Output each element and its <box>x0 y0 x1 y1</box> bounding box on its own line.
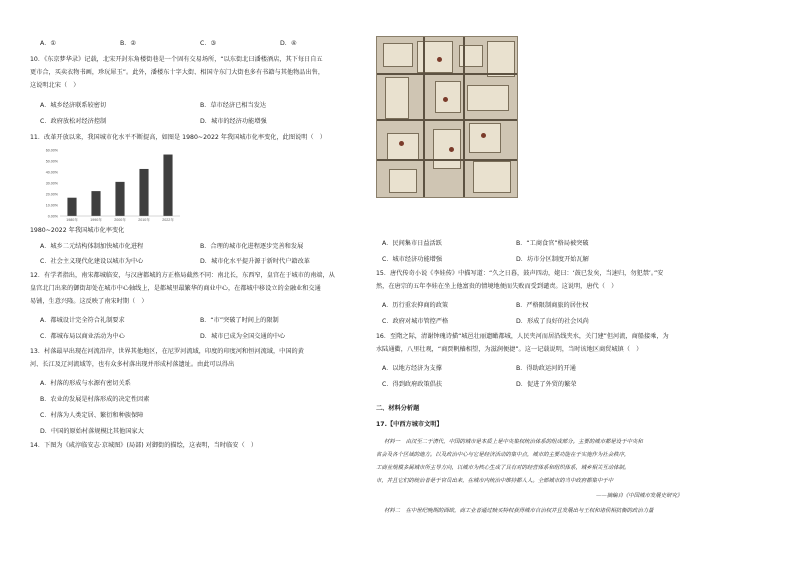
material1-line4: 市，并且它们的统治者是于官员出来，在城市内统治中维持都人人。全部城市的当中政府都集中于中 <box>376 478 614 484</box>
q12-option-c: C．都城布局以商业活动为中心 <box>40 333 125 340</box>
y-tick-label: 20.00% <box>45 192 58 197</box>
q15-option-c: C．政府对城市管控严格 <box>382 318 449 325</box>
q10-stem-line2: 更市合，买卖衣物书画，珍玩犀玉”。此外，潘楼东十字大街、相国寺东门大街也多有书籍与其他物品出售， <box>30 69 325 76</box>
x-tick-label: 1980年 <box>66 218 78 222</box>
q17-title: 17.【中西方城市文明】 <box>376 421 443 428</box>
q16-option-d: D．促进了外贸的繁荣 <box>516 381 577 388</box>
q16-stem-line2: 水陆通衢，八里壮观，“商贾帆樯相望，为滋润便捷”。这一记载说明，当时该地区商贸城镇（ ） <box>376 346 643 353</box>
q13-option-d: D．中国的原始村落规模比其他国家大 <box>40 428 144 435</box>
q12-option-a: A．都城设计完全符合礼制要求 <box>40 317 125 324</box>
urbanization-bar-chart <box>34 146 184 226</box>
q10-stem-line1: 10．《东京梦华录》记载，北宋开封东角楼街巷是一个固有交易场所，“以东街北曰潘楼酒店，其下每日自五 <box>30 56 323 63</box>
q14-stem: 14．下图为《咸淳临安志·京城图》(局部) 对御街的描绘，这表明，当时临安（ ） <box>30 442 258 449</box>
q12-option-d: D．城市已成为全国交通的中心 <box>200 333 286 340</box>
q11-option-d: D．城市化水平提升源于新时代户籍改革 <box>200 258 310 265</box>
q13-option-c: C．村落为人类定居、繁衍和种族保障 <box>40 412 144 419</box>
q15-option-d: D．形成了良好的社会风尚 <box>516 318 589 325</box>
material2-line1: 材料二 在中世纪晚期的西欧，商工业者通过赎买特权获得城市自治权并且发展出与王权和诸侯相抗衡的政治力量 <box>384 508 654 514</box>
q10-option-a: A．城乡经济联系较密切 <box>40 102 107 109</box>
y-tick-label: 60.00% <box>45 148 58 153</box>
y-tick-label: 50.00% <box>45 159 58 164</box>
lin-an-street-map-image <box>376 36 518 198</box>
q9-option-d: D．④ <box>280 40 297 47</box>
material1-line1: 材料一 由汉至二于清代，中国的城市是本质上是中央集权统治体系的组成部分。主要的城市都是设于中央和 <box>384 439 643 445</box>
q11-option-b: B．合理的城市化进程逐步完善和发展 <box>200 243 304 250</box>
q15-stem-line1: 15．唐代传奇小说《李娃传》中描写道：“久之日暮，鼓声四动，姥曰：‘鼓已发矣，当速归，勿犯禁’。”安 <box>376 270 664 277</box>
q16-option-b: B．得助政运河的开通 <box>516 365 576 372</box>
y-tick-label: 10.00% <box>45 203 58 208</box>
q11-stem: 11．改革开放以来，我国城市化水平不断提高，如图是 1980~2022 年我国城市化率变化，此图说明（ ） <box>30 134 326 141</box>
q12-option-b: B．“市”突破了时间上的限制 <box>200 317 279 324</box>
q10-stem-line3: 这说明北宋（ ） <box>30 82 80 89</box>
q9-option-b: B．② <box>120 40 136 47</box>
q14-option-b: B．“工商食官”格局被突破 <box>516 240 589 247</box>
x-tick-label: 2010年 <box>138 218 150 222</box>
material1-line3: 工商业规模多属城市所主导方向，以城市为核心生成了具有对的经营体系和组织体系，城乡相关互动体制。 <box>376 465 630 471</box>
q13-option-a: A．村落的形成与水源有密切关系 <box>40 380 131 387</box>
q14-option-c: C．城市经济功能增强 <box>382 256 443 263</box>
bar-1990年 <box>91 191 100 216</box>
q10-option-c: C．政府放松对经济控制 <box>40 118 107 125</box>
q12-stem-line3: 易铺，生意兴隆。这反映了南宋时期（ ） <box>30 298 148 305</box>
q9-option-a: A．① <box>40 40 56 47</box>
q16-stem-line1: 16．至隋之际，清谢钟瑰诗描“城邑壮丽遗瞰都城，人民夹河而居沿线夹水，关门建”但河流，商船接乘，为 <box>376 333 669 340</box>
q16-option-c: C．得到政府政策倡扶 <box>382 381 443 388</box>
q10-option-b: B．草市经济已相当发达 <box>200 102 267 109</box>
q13-stem-line1: 13．村落最早出现在河流沿岸，世界其他地区，在尼罗河流域，印度的印度河和恒河流域，中国的黄 <box>30 348 304 355</box>
q12-stem-line2: 皇宫北门出来的御街却处在城市中心轴线上，是都城里最繁华的商业中心，在都城中移设立的金融业和交通 <box>30 285 321 292</box>
y-tick-label: 0.00% <box>47 214 58 219</box>
q13-option-b: B．农业的发展是村落形成的决定性因素 <box>40 396 150 403</box>
x-tick-label: 2022年 <box>162 218 174 222</box>
q11-option-c: C．社会主义现代化建设以城市为中心 <box>40 258 144 265</box>
bar-2000年 <box>115 182 124 216</box>
q11-option-a: A．城乡二元结构体制加快城市化进程 <box>40 243 144 250</box>
bar-2022年 <box>163 155 172 216</box>
q15-option-a: A．历行重农抑商的政策 <box>382 302 449 309</box>
q14-option-a: A．民间集市日益活跃 <box>382 240 442 247</box>
x-tick-label: 2000年 <box>114 218 126 222</box>
q15-option-b: B．严格限制商旅的居住权 <box>516 302 589 309</box>
q16-option-a: A．以地方经济为支撑 <box>382 365 442 372</box>
x-tick-label: 1990年 <box>90 218 102 222</box>
q11-chart-caption: 1980~2022 年我国城市化率变化 <box>30 227 125 234</box>
q10-option-d: D．城市的经济功能增强 <box>200 118 267 125</box>
q14-option-d: D．坊市分区制度开始瓦解 <box>516 256 589 263</box>
material1-source: ——摘编自《中国城市发展史研究》 <box>596 493 683 499</box>
bar-2010年 <box>139 169 148 216</box>
y-tick-label: 30.00% <box>45 181 58 186</box>
q13-stem-line2: 河、长江及辽河流域等，也有众多村落出现并形成村落遗址。由此可以得出 <box>30 361 235 368</box>
q9-option-c: C．③ <box>200 40 217 47</box>
section-heading-material-analysis: 二、材料分析题 <box>376 405 420 412</box>
q15-stem-line2: 然，在唐宗的五年李娃在坐上他富贵的情境地便而失败而受到谴责。这说明，唐代（ ） <box>376 283 618 290</box>
y-tick-label: 40.00% <box>45 170 58 175</box>
q12-stem-line1: 12．有学者指出，南宋都城临安，与汉唐都城的方正格局截然不同：南北长，东西窄，皇宫在于城市的南端，从 <box>30 272 335 279</box>
material1-line2: 省会及各个区域的地方。以及政治中心与它是经济活动的集中点，城市的主要功能在于实施作为社会秩序， <box>376 452 630 458</box>
bar-1980年 <box>67 198 76 216</box>
